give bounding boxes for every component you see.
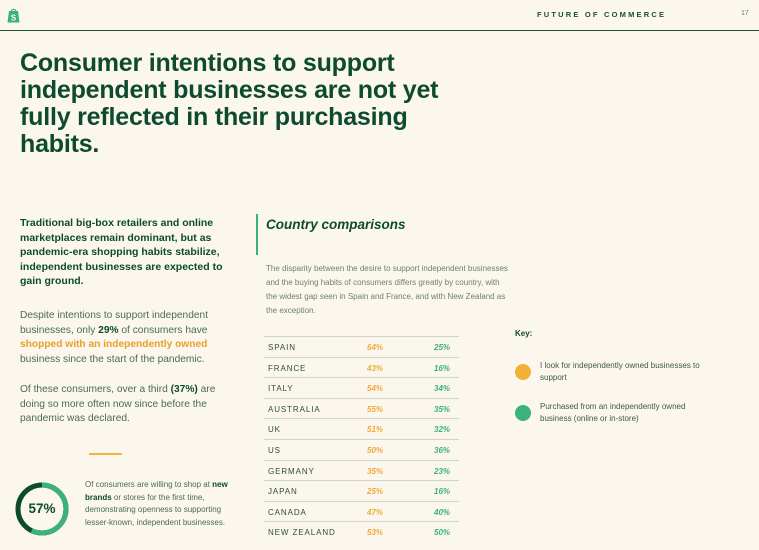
purchased-value: 50% [434,528,451,538]
page-number: 17 [741,10,749,17]
stat-value: 57% [28,501,56,516]
table-row [264,357,459,378]
section-title: Country comparisons [266,217,406,232]
country-name: CANADA [268,507,307,517]
purchased-value: 36% [434,445,451,455]
paragraph1-highlight: shopped with an independently owned [20,339,208,350]
purchased-value: 23% [434,466,451,476]
country-name: GERMANY [268,466,315,476]
country-name: UK [268,425,281,435]
stat-text-b: new brands [85,480,228,502]
country-name: JAPAN [268,487,298,497]
purchased-value: 16% [434,363,451,373]
table-row [264,418,459,439]
table-row [264,377,459,398]
look-for-value: 55% [367,404,384,414]
stat-description [85,479,245,530]
stat-text-c: or stores for the first time, demonstrating openness to supporting lesser-known, independent businesses. [85,492,226,528]
paragraph1-text-a: Despite intentions to support independent businesses, only [20,310,209,336]
look-for-value: 53% [367,528,384,538]
table-row [264,336,459,357]
country-name: US [268,445,281,455]
look-for-value: 43% [367,363,384,373]
table-row [264,501,459,522]
orange-divider [89,453,122,455]
paragraph2-text-c: are doing so more often now since before the pandemic was declared. [20,384,216,424]
section-description: The disparity between the desire to support independent businesses and the buying habits of consumers differs greatly by country, with the widest gap seen in Spain and France, and with New Zealand as the exception. [266,264,508,315]
look-for-value: 50% [367,445,384,455]
stat-text-a: Of consumers are willing to shop at [85,480,213,489]
purchased-value: 34% [434,384,451,394]
country-name: ITALY [268,384,294,394]
svg-text:S: S [10,13,17,23]
purchased-value: 25% [434,343,451,352]
country-name: AUSTRALIA [268,404,321,414]
intro-text: Traditional big-box retailers and online marketplaces remain dominant, but as pandemic-era shopping habits stabilize, independent businesses are expected to gain ground. [20,217,223,287]
paragraph2-text-a: Of these consumers, over a third [20,384,171,395]
paragraph1-text-c: of consumers have [118,324,208,336]
paragraph1-text-e: business since the start of the pandemic. [20,353,205,365]
country-name: FRANCE [268,363,307,373]
country-name: SPAIN [268,343,296,352]
country-comparison-table [264,336,459,542]
header-title: FUTURE OF COMMERCE [537,10,667,19]
look-for-value: 54% [367,384,384,394]
look-for-value: 51% [367,425,384,435]
look-for-value: 47% [367,507,384,517]
table-row [264,398,459,419]
look-for-value: 25% [367,487,384,497]
header-divider [0,30,759,31]
table-row [264,480,459,501]
purchased-value: 32% [434,425,451,435]
look-for-value: 64% [367,343,384,352]
table-row [264,460,459,481]
key-orange-dot [515,364,531,380]
paragraph-more-often [20,383,230,427]
paragraph2-stat: (37%) [170,384,198,395]
key-green-dot [515,405,531,421]
paragraph1-stat: 29% [98,324,119,336]
look-for-value: 35% [367,466,384,476]
key-label-purchased: Purchased from an independently owned business (online or in-store) [540,402,686,423]
key-title: Key: [515,329,533,338]
purchased-value: 40% [434,507,451,517]
purchased-value: 16% [434,487,451,497]
paragraph-shopped-independent [20,309,230,367]
page-headline: Consumer intentions to support independent businesses are not yet fully reflected in their purchasing habits. [20,49,439,158]
section-accent-bar [256,214,258,255]
shopify-bag-icon [7,8,20,23]
purchased-value: 35% [434,404,451,414]
key-label-look-for: I look for independently owned businesses to support [540,361,700,382]
table-row [264,439,459,460]
country-name: NEW ZEALAND [268,528,336,538]
table-row [264,521,459,542]
